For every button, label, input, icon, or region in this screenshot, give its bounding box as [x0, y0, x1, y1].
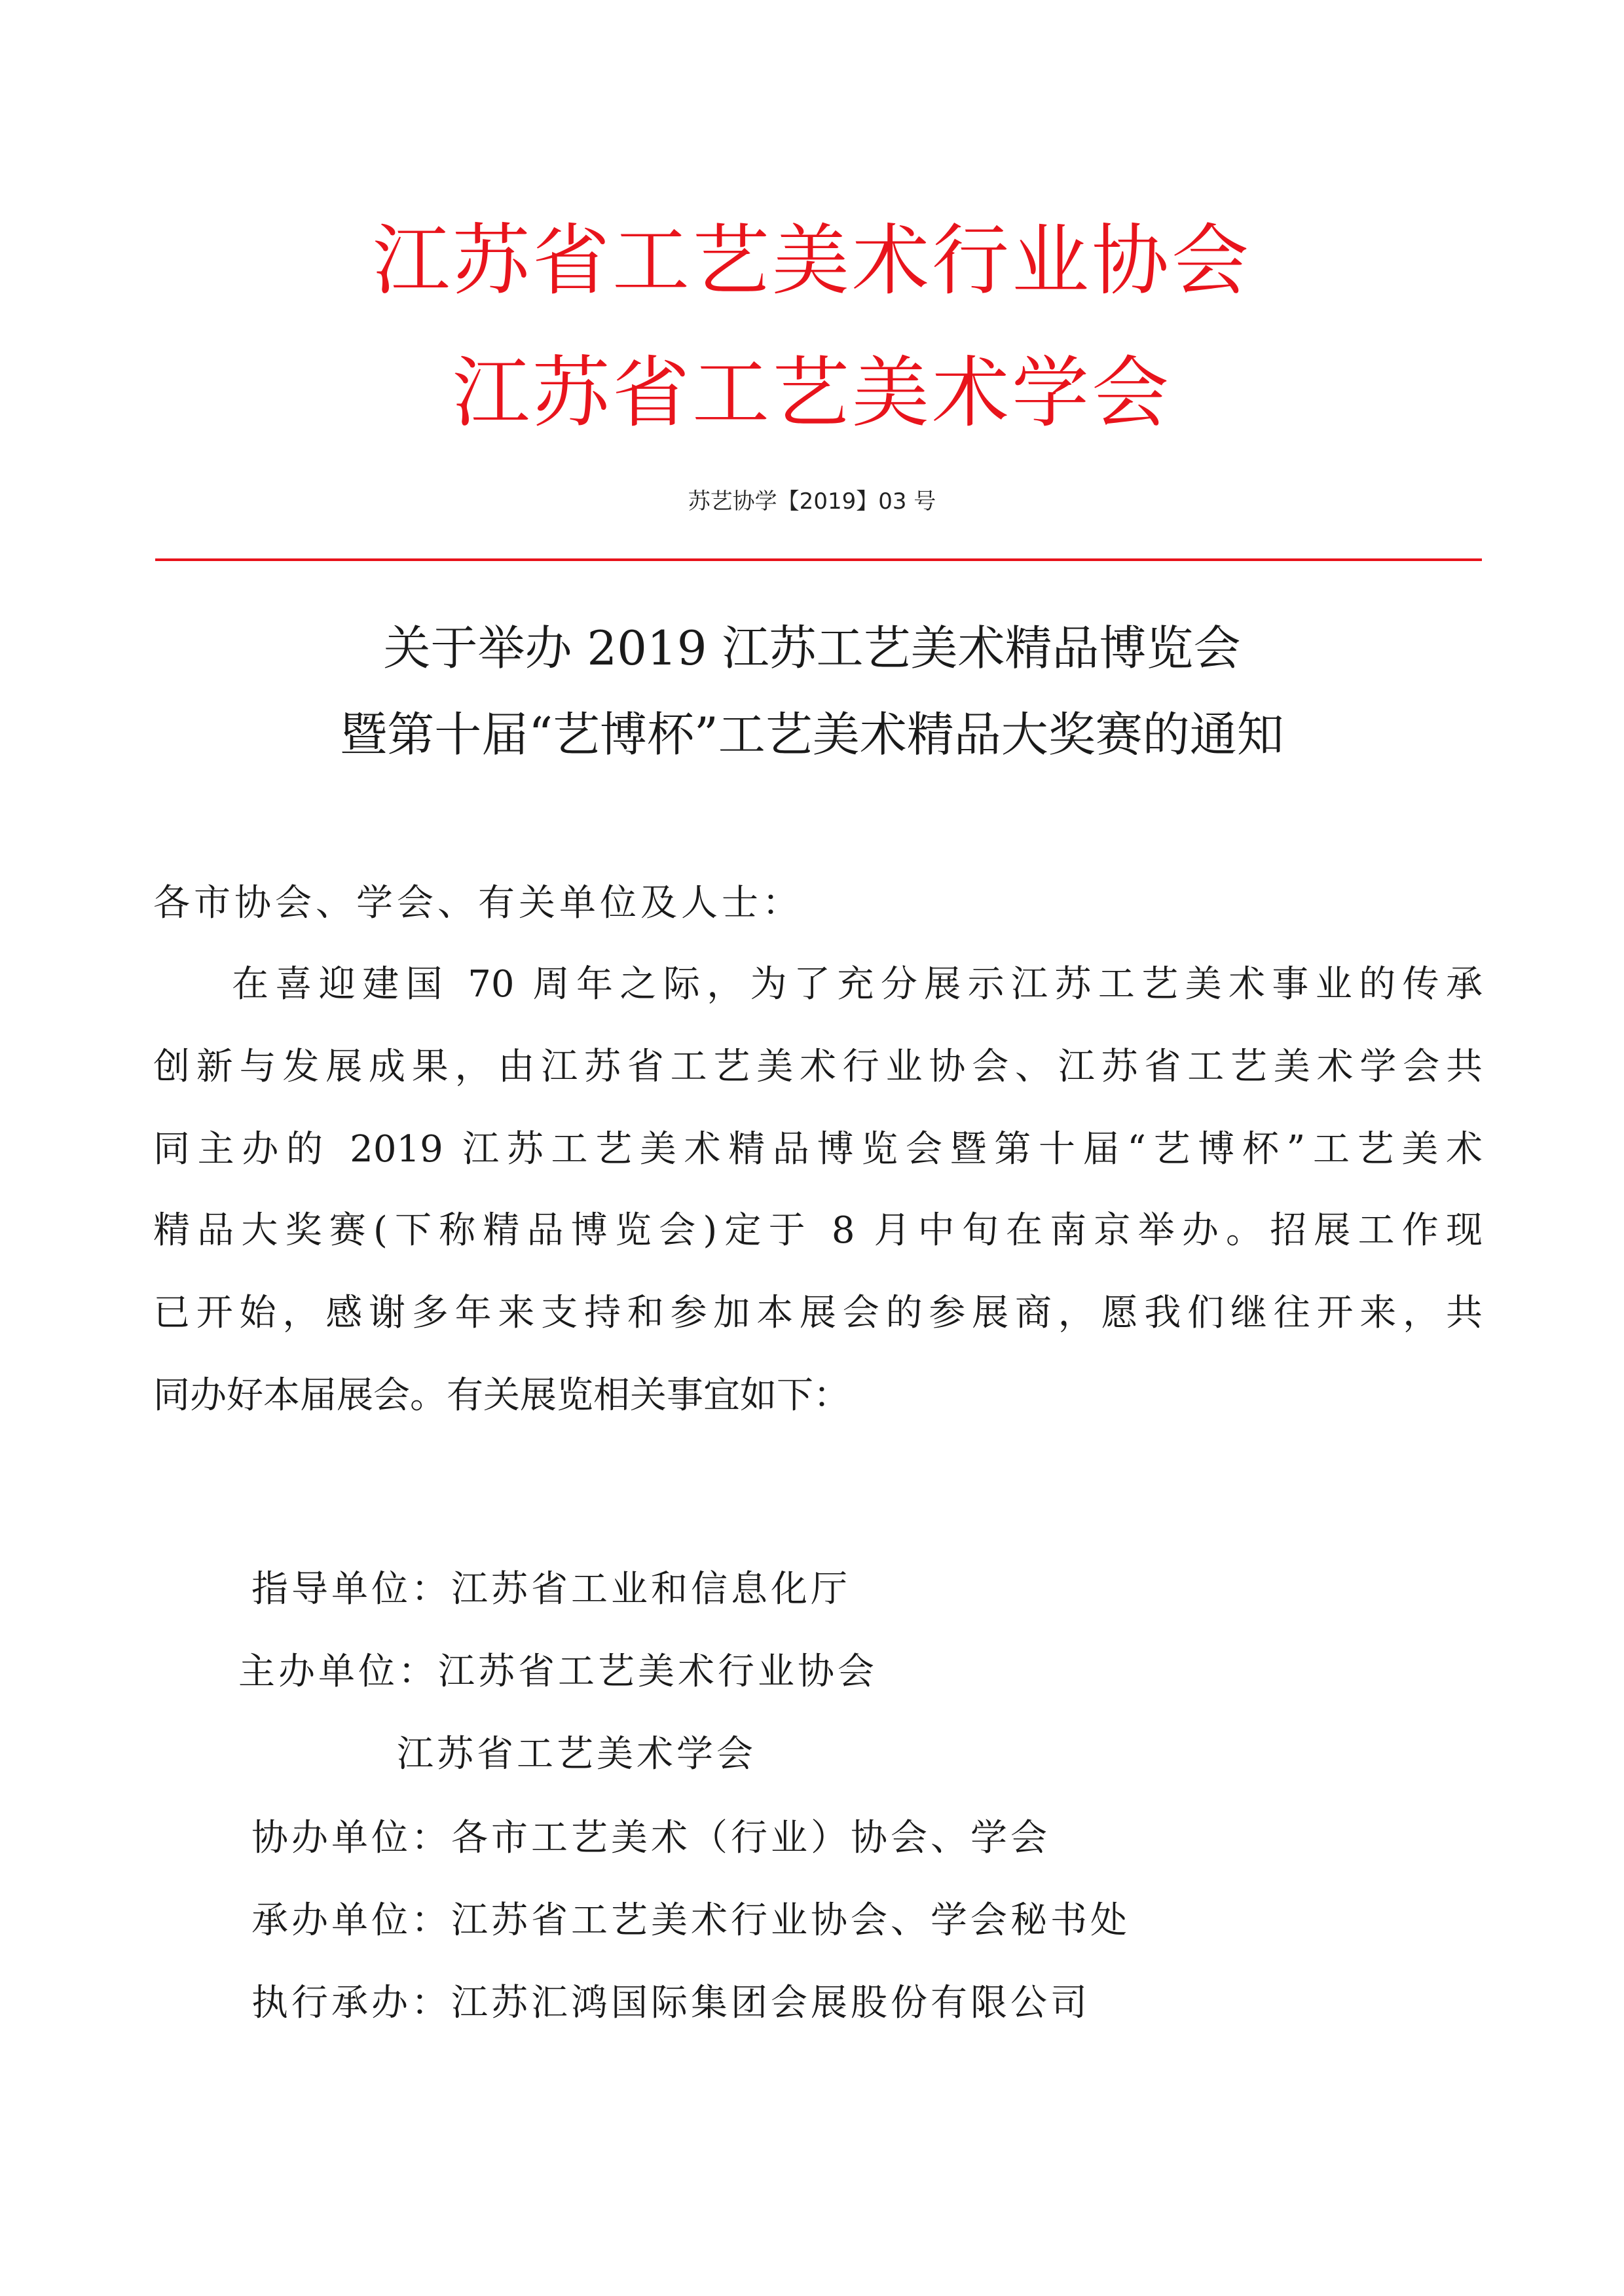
guidance-unit: 指导单位：江苏省工业和信息化厅	[251, 1568, 851, 1611]
notice-title-line-2: 暨第十届“艺博杯”工艺美术精品大奖赛的通知	[340, 707, 1284, 762]
executor-unit: 执行承办：江苏汇鸿国际集团会展股份有限公司	[251, 1982, 1090, 2024]
notice-title-line-1: 关于举办 2019 江苏工艺美术精品博览会	[383, 621, 1241, 676]
masthead-org-1: 江苏省工艺美术行业协会	[372, 215, 1251, 306]
body-paragraph-line: 在喜迎建国 70 周年之际，为了充分展示江苏工艺美术事业的传承	[232, 963, 1483, 1006]
body-paragraph-line: 创新与发展成果，由江苏省工艺美术行业协会、江苏省工艺美术学会共	[153, 1046, 1483, 1088]
body-paragraph-line: 已开始，感谢多年来支持和参加本展会的参展商，愿我们继往开来，共	[153, 1292, 1483, 1334]
body-paragraph-line: 同办好本届展会。有关展览相关事宜如下：	[153, 1374, 850, 1417]
host-unit-second: 江苏省工艺美术学会	[397, 1733, 756, 1776]
undertaker-unit: 承办单位：江苏省工艺美术行业协会、学会秘书处	[251, 1899, 1130, 1942]
body-paragraph-line: 同主办的 2019 江苏工艺美术精品博览会暨第十届“艺博杯”工艺美术	[153, 1128, 1483, 1171]
body-paragraph-line: 精品大奖赛(下称精品博览会)定于 8 月中旬在南京举办。招展工作现	[153, 1209, 1483, 1252]
masthead-org-2: 江苏省工艺美术学会	[452, 348, 1172, 438]
document-number: 苏艺协学【2019】03 号	[688, 488, 936, 515]
co-organizer-unit: 协办单位：各市工艺美术（行业）协会、学会	[251, 1817, 1050, 1859]
host-unit: 主办单位：江苏省工艺美术行业协会	[238, 1650, 877, 1693]
red-divider-line	[155, 558, 1482, 561]
salutation: 各市协会、学会、有关单位及人士：	[153, 882, 803, 924]
